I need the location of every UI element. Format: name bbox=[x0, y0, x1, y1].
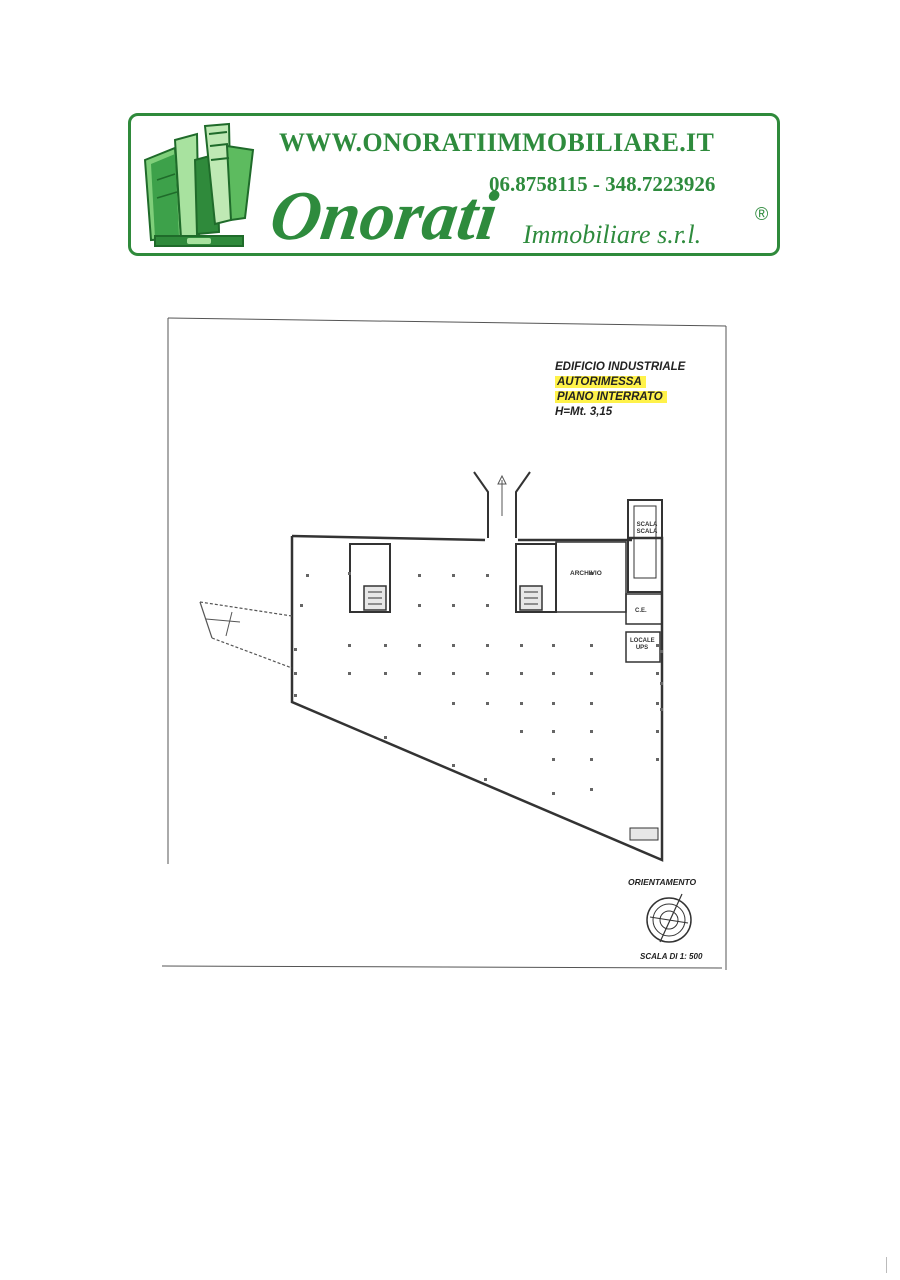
buildings-logo-icon bbox=[135, 120, 265, 250]
title-line-garage: AUTORIMESSA bbox=[555, 376, 646, 388]
orientation-label: ORIENTAMENTO bbox=[628, 877, 697, 887]
company-banner bbox=[128, 113, 780, 256]
phone-numbers: 06.8758115 - 348.7223926 bbox=[489, 172, 716, 196]
title-line-building: EDIFICIO INDUSTRIALE bbox=[555, 361, 686, 373]
website-url: WWW.ONORATIIMMOBILIARE.IT bbox=[279, 128, 715, 157]
room-label-scala: SCALA SCALA bbox=[636, 522, 658, 535]
company-name: Immobiliare s.r.l. bbox=[523, 220, 702, 249]
plan-title-block bbox=[555, 360, 685, 420]
scale-label: SCALA DI 1: 500 bbox=[640, 952, 703, 961]
compass-icon bbox=[647, 894, 691, 942]
room-label-locale-ups: LOCALE UPS bbox=[630, 638, 655, 651]
page-edge-mark bbox=[886, 1257, 887, 1273]
title-line-floor: PIANO INTERRATO bbox=[555, 391, 667, 403]
registered-mark: ® bbox=[755, 204, 769, 224]
room-label-archivio: ARCHIVIO bbox=[570, 570, 602, 577]
room-label-ce: C.E. bbox=[635, 608, 647, 614]
floor-plan-sheet bbox=[160, 316, 732, 972]
brand-name: Onorati bbox=[265, 178, 503, 255]
title-line-height: H=Mt. 3,15 bbox=[555, 406, 613, 418]
